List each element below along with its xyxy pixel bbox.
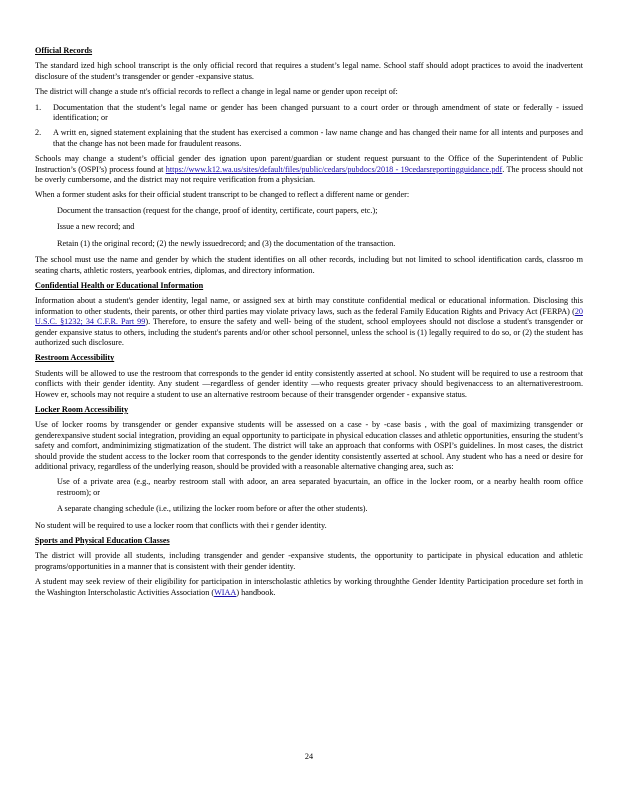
confidential-heading: Confidential Health or Educational Information [35, 280, 204, 290]
list-item: Retain (1) the original record; (2) the newly issuedrecord; and (3) the documentation of the transaction. [35, 239, 583, 249]
document-page [35, 46, 583, 603]
restroom-paragraph: Students will be allowed to use the restroom that corresponds to the gender id entity consistently asserted at school. No student will be required to use a restroom that conflicts with their gender identity. Any student —regardless of gender identity —who requests greater privacy should begivenaccess to an alternativerestroom. Howev er, schools may not require a student to use an alternative restroom because of their transgender orgender - expansive status. [35, 368, 583, 399]
official-records-intro: The standard ized high school transcript is the only official record that requires a student’s legal name. School staff should adopt practices to avoid the inadvertent disclosure of the student’s transgender or gender -expansive status. [35, 61, 583, 81]
confidential-paragraph: Information about a student's gender identity, legal name, or assigned sex at birth may constitute confidential medical or educational information. Disclosing this information to other students, their parents, or other third parties may violate privacy laws, such as the federal Family Education Rights and Privacy Act (FERPA) (20 U.S.C. §1232; 34 C.F.R. Part 99). Therefore, to ensure the safety and well- being of the student, school employees should not disclose a student's transgender or gender expansive status to others, including the student's parents and/or other school personnel, unless the school is (1) legally required to do so, or (2) the student has authorized such disclosure. [35, 296, 584, 347]
other-records-paragraph: The school must use the name and gender by which the student identifies on all other records, including but not limited to school identification cards, classroo m seating charts, athletic rosters, yearbook entries, diplomas, and directory information. [35, 255, 583, 275]
locker-paragraph: Use of locker rooms by transgender or gender expansive students will be assessed on a case - by -case basis , with the goal of maximizing transgender or genderexpansive student social integration, providing an equal opportunity to participate in physical education classes and athletic opportunities, ensuring the student’s safety and comfort, andminimizing stigmatization of the student. The district will take an approach that conforms with OSPI’s guidelines. In most cases, the district should provide the student access to the locker room that corresponds to the gender identity consistently asserted at school. Any student who has a need or desire for additional privacy, regardless of the underlying reason, should be provided with a reasonable alternative changing area, such as: [35, 420, 583, 471]
restroom-heading: Restroom Accessibility [35, 353, 115, 363]
locker-heading: Locker Room Accessibility [35, 404, 129, 414]
wiaa-paragraph: A student may seek review of their eligibility for participation in interscholastic athletics by working throughthe Gender Identity Participation procedure set forth in the Washington Interscholastic Activities Association (WIAA) handbook. [35, 577, 583, 597]
bullet-icon [35, 206, 57, 216]
numbered-item: 1. Documentation that the student’s legal name or gender has been changed pursuant to a court order or through amendment of state or federally - issued identification; or [35, 102, 583, 123]
page-number: 24 [304, 752, 314, 761]
bullet-icon [35, 504, 57, 514]
ferpa-link[interactable]: 20 U.S.C. §1232; 34 C.F.R. Part 99 [35, 306, 583, 327]
bullet-icon [35, 477, 57, 498]
locker-closing: No student will be required to use a locker room that conflicts with thei r gender identity. [35, 520, 327, 530]
list-item: Document the transaction (request for the change, proof of identity, certificate, court papers, etc.); [35, 206, 583, 216]
ospi-guidance-link[interactable]: https://www.k12.wa.us/sites/default/files/public/cedars/pubdocs/2018 - 19cedarsreportingguidance.pdf [165, 164, 503, 174]
bullet-icon [35, 222, 57, 232]
official-records-heading: Official Records [35, 46, 93, 55]
sports-paragraph: The district will provide all students, including transgender and gender -expansive students, the opportunity to participate in physical education and athletic programs/opportunities in a manner that is consistent with their gender identity. [35, 551, 583, 571]
bullet-icon [35, 239, 57, 249]
former-student-intro: When a former student asks for their official student transcript to be changed to reflect a different name or gender: [35, 190, 410, 200]
list-item: A separate changing schedule (i.e., utilizing the locker room before or after the other students). [35, 504, 583, 514]
list-item: Use of a private area (e.g., nearby restroom stall with adoor, an area separated byacurtain, an office in the locker room, or a nearby health room office restroom); or [35, 477, 583, 498]
wiaa-link[interactable]: WIAA [214, 587, 237, 597]
change-intro: The district will change a stude nt's official records to reflect a change in legal name or gender upon receipt of: [35, 87, 398, 97]
ospi-paragraph: Schools may change a student’s official gender des ignation upon parent/guardian or student request pursuant to the Office of the Superintendent of Public Instruction’s (OSPI’s) process found at https://www.k12.wa.us/sites/default/files/public/cedars/pubdocs/2018 - 19cedarsreportingguidance.pdf. The process should not be overly cumbersome, and the district may not require verification from a physician. [35, 154, 583, 185]
numbered-item: 2. A writt en, signed statement explaining that the student has exercised a common - law name change and has changed their name for all intents and purposes and that the change has not been made for fraudulent reasons. [35, 128, 583, 148]
sports-heading: Sports and Physical Education Classes [35, 536, 170, 546]
list-item: Issue a new record; and [35, 222, 583, 232]
